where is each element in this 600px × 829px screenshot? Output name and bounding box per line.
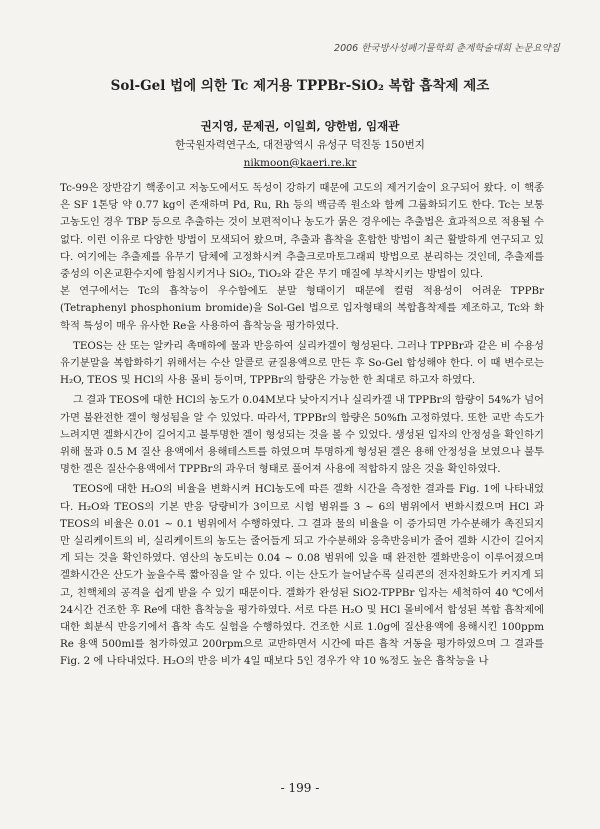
- author-list: 권지영, 문제권, 이일희, 양한범, 임재관: [200, 119, 400, 133]
- email-link[interactable]: nikmoon@kaeri.re.kr: [243, 157, 357, 169]
- body-paragraph: Tc-99은 장반감기 핵종이고 저농도에서도 독성이 강하기 때문에 고도의 제거기술이 요구되어 왔다. 이 핵종은 SF 1톤당 약 0.77 kg이 존재하며 Pd, Ru, Rh 등의 백금족 원소와 함께 그룹화되기도 한다. Tc는 보통 고농도인 경우 TBP 등으로 추출하는 것이 보편적이나 농도가 묽은 경우에는 추출법은 효과적으로 적용될 수 없다. 이런 이유로 다양한 방법이 모색되어 왔으며, 추출과 흡착을 혼합한 방법이 최근 활발하게 연구되고 있다. 여기에는 추출제를 유무기 담체에 고정화시켜 추출크로마토그래피 방법으로 분리하는 것인데, 추출제를 중성의 이온교환수지에 함침시키거나 SiO₂, TiO₂와 같은 무기 매질에 부착시키는 방법이 있다.: [60, 182, 544, 281]
- paper-body: [60, 180, 544, 671]
- paper-title: Sol-Gel 법에 의한 Tc 제거용 TPPBr-SiO₂ 복합 흡착제 제조: [110, 78, 490, 94]
- author-email: [0, 157, 600, 169]
- affiliation: 한국원자력연구소, 대전광역시 유성구 덕진동 150번지: [175, 139, 425, 151]
- page-number: - 199 -: [280, 781, 320, 795]
- running-header: 2006 한국방사성폐기물학회 춘계학술대회 논문요약집: [334, 43, 560, 54]
- body-paragraph: TEOS는 산 또는 알카리 촉매하에 물과 반응하여 실리카겔이 형성된다. 그러나 TPPBr과 같은 비 수용성 유기분말을 복합화하기 위해서는 수산 알콜로 균질용액으로 만든 후 So-Gel 합성해야 한다. 이 때 변수로는 H₂O, TEOS 및 HCl의 사용 몰비 등이며, TPPBr의 함량은 가능한 한 최대로 하고자 하였다.: [60, 339, 544, 387]
- body-paragraph: 본 연구에서는 Tc의 흡착능이 우수함에도 분말 형태이기 때문에 컬럼 적용성이 어려운 TPPBr (Tetraphenyl phosphonium bromide)을 Sol-Gel 법으로 입자형태의 복합흡착제를 제조하고, Tc와 화학적 특성이 매우 유사한 Re을 사용하여 흡착능을 평가하였다.: [60, 285, 544, 332]
- body-paragraph: 그 결과 TEOS에 대한 HCl의 농도가 0.04M보다 낮아지거나 실리카겔 내 TPPBr의 함량이 54%가 넘어가면 불완전한 겔이 형성됨을 알 수 있었다. 따라서, TPPBr의 함량은 50%fh 고정하였다. 또한 교반 속도가 느려지면 겔화시간이 길어지고 불투명한 겔이 형성되는 것을 볼 수 있었다. 생성된 입자의 안정성을 확인하기 위해 물과 0.5 M 질산 용액에서 용해테스트를 하였으며 투명하게 형성된 겔은 용해 안정성을 보였으나 불투명한 겔은 질산수용액에서 TPPBr의 과우더 형태로 풀어져 사용에 적합하지 않은 것을 확인하였다.: [60, 394, 544, 476]
- body-paragraph: TEOS에 대한 H₂O의 비율을 변화시켜 HCl농도에 따른 겔화 시간을 측정한 결과를 Fig. 1에 나타내었다. H₂O와 TEOS의 기본 반응 당량비가 3이므로 시험 범위를 3 ~ 6의 범위에서 변화시켰으며 HCl 과 TEOS의 비율은 0.01 ~ 0.1 범위에서 수행하였다. 그 결과 물의 비율을 이 증가되면 가수분해가 촉진되지만 실리케이트의 비, 실리케이트의 농도는 줄어들게 되고 가수분해와 응축반응비가 줄어 겔화 시간이 길어지게 되는 것을 확인하였다. 염산의 농도비는 0.04 ~ 0.08 범위에 있을 때 완전한 겔화반응이 이루어졌으며 겔화시간은 산도가 높을수록 짧아짐을 알 수 있다. 이는 산도가 늘어날수록 실리콘의 전자친화도가 커지게 되고, 친핵체의 공격을 쉽게 받을 수 있기 때문이다. 겔화가 완성된 SiO2-TPPBr 입자는 세척하여 40 ℃에서 24시간 건조한 후 Re에 대한 흡착능을 평가하였다. 서로 다른 H₂O 및 HCl 몰비에서 합성된 복합 흡착제에 대한 회분식 반응기에서 흡착 속도 실험을 수행하였다. 건조한 시료 1.0g에 질산용액에 용해시킨 100ppm Re 용액 500ml를 첨가하였고 200rpm으로 교반하면서 시간에 따른 흡착 거동을 평가하였으며 그 결과를 Fig. 2 에 나타내었다. H₂O의 반응 비가 4일 때보다 5인 경우가 약 10 %정도 높은 흡착능을 나: [60, 483, 544, 668]
